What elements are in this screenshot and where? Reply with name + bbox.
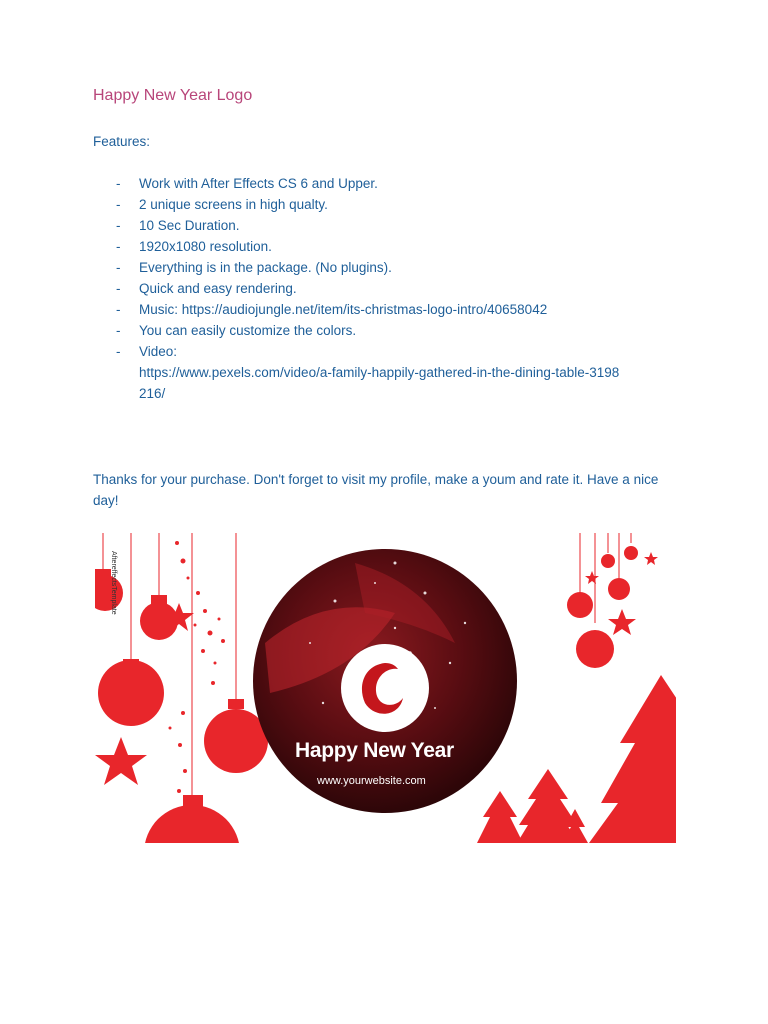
watermark-side-text: AftereffectsTemplate <box>110 551 117 615</box>
bullet: - <box>116 197 121 212</box>
feature-text: Work with After Effects CS 6 and Upper. <box>139 176 378 191</box>
bullet: - <box>116 344 121 359</box>
ornaments-right <box>567 546 658 668</box>
feature-text: Music: https://audiojungle.net/item/its-christmas-logo-intro/40658042 <box>139 302 548 317</box>
bullet: - <box>116 260 121 275</box>
bullet: - <box>116 281 121 296</box>
banner-artwork <box>95 533 676 843</box>
bullet: - <box>116 323 121 338</box>
bullet: - <box>116 239 121 254</box>
feature-text: Quick and easy rendering. <box>139 281 297 296</box>
video-link[interactable]: https://www.pexels.com/video/a-family-happily-gathered-in-the-dining-table-3198 <box>139 365 620 380</box>
bullet: - <box>116 218 121 233</box>
feature-text: 2 unique screens in high qualty. <box>139 197 328 212</box>
feature-text: You can easily customize the colors. <box>139 323 357 338</box>
feature-text: Video: <box>139 344 178 359</box>
thanks-text: Thanks for your purchase. Don't forget to visit my profile, make a youm and rate it. Have a nice day! <box>93 472 659 508</box>
video-link-end[interactable]: 216/ <box>139 386 166 401</box>
feature-text: Everything is in the package. (No plugins). <box>139 260 392 275</box>
feature-text: 10 Sec Duration. <box>139 218 240 233</box>
bullet: - <box>116 176 121 191</box>
page-title: Happy New Year Logo <box>93 87 253 104</box>
banner-image <box>95 533 676 843</box>
bullet: - <box>116 302 121 317</box>
features-label: Features: <box>93 134 151 149</box>
feature-text: 1920x1080 resolution. <box>139 239 272 254</box>
logo-mark-icon <box>341 644 429 732</box>
ornaments-left <box>95 569 268 843</box>
banner-website: www.yourwebsite.com <box>317 775 426 787</box>
banner-headline: Happy New Year <box>295 739 454 762</box>
